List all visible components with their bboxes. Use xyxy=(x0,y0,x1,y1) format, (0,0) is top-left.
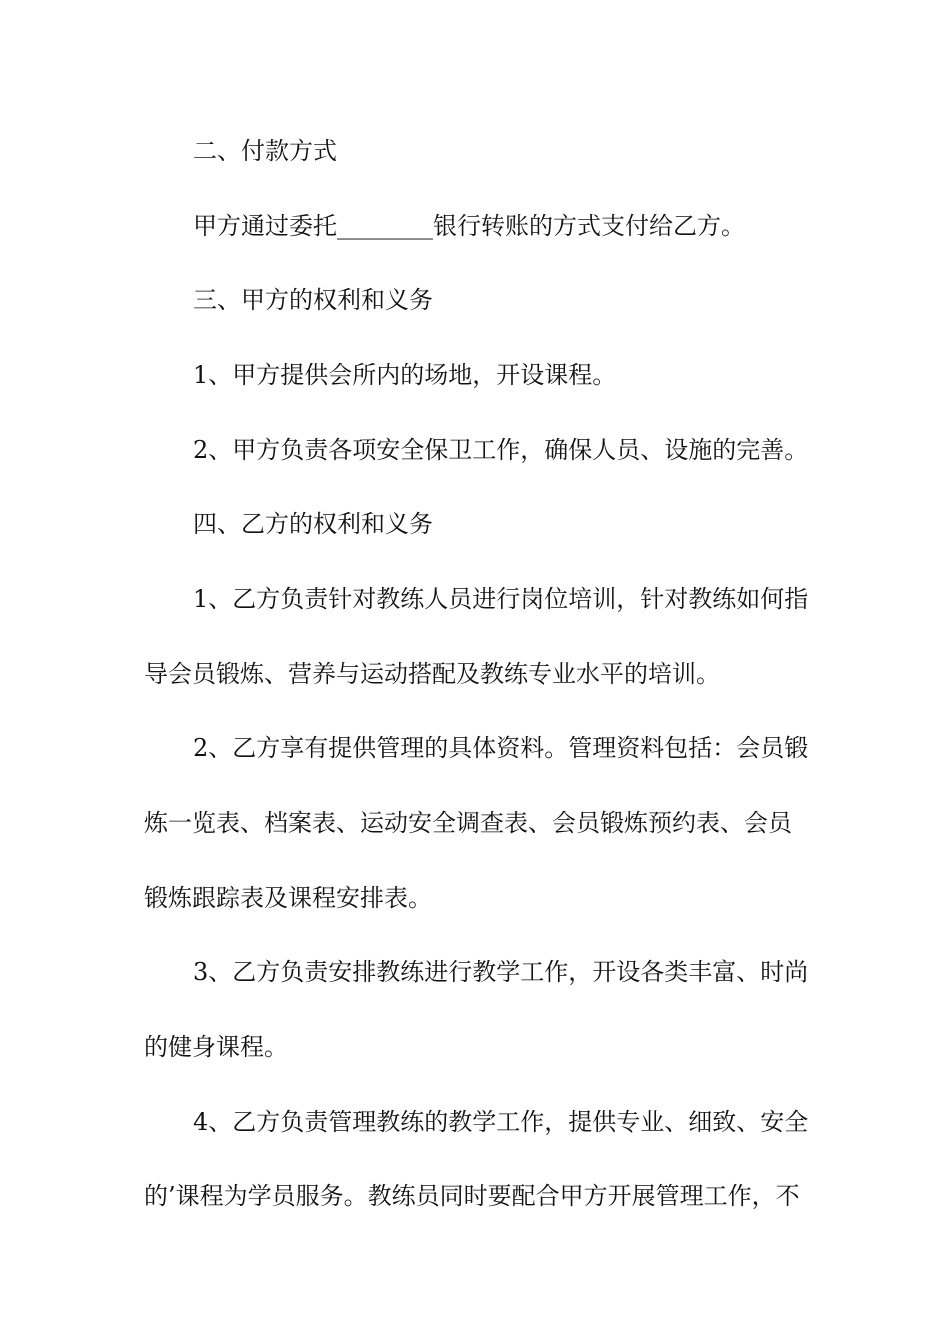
paragraph-line xyxy=(0,430,950,470)
text-line: 2、甲方负责各项安全保卫工作，确保人员、设施的完善。 xyxy=(193,436,809,464)
paragraph-line xyxy=(0,1176,950,1216)
text-line: 锻炼跟踪表及课程安排表。 xyxy=(144,884,432,912)
paragraph-line xyxy=(0,878,950,918)
paragraph-line xyxy=(0,654,950,694)
text-line: 三、甲方的权利和义务 xyxy=(193,286,433,314)
text-line: 二、付款方式 xyxy=(193,137,337,165)
text-line: 炼一览表、档案表、运动安全调查表、会员锻炼预约表、会员 xyxy=(144,809,792,837)
text-line: 的’课程为学员服务。教练员同时要配合甲方开展管理工作，不 xyxy=(144,1182,800,1210)
text-line: 1、乙方负责针对教练人员进行岗位培训，针对教练如何指 xyxy=(193,585,809,613)
paragraph-line xyxy=(0,355,950,395)
text-line: 甲方通过委托________银行转账的方式支付给乙方。 xyxy=(193,212,745,240)
paragraph-line xyxy=(0,206,950,246)
text-line: 4、乙方负责管理教练的教学工作，提供专业、细致、安全 xyxy=(193,1108,809,1136)
paragraph-line xyxy=(0,579,950,619)
paragraph-line xyxy=(0,1102,950,1142)
paragraph-line xyxy=(0,952,950,992)
text-line: 3、乙方负责安排教练进行教学工作，开设各类丰富、时尚 xyxy=(193,958,809,986)
paragraph-line xyxy=(0,1027,950,1067)
section-heading-party-a xyxy=(0,280,950,320)
text-line: 的健身课程。 xyxy=(144,1033,288,1061)
text-line: 四、乙方的权利和义务 xyxy=(193,510,433,538)
paragraph-line xyxy=(0,803,950,843)
section-heading-payment xyxy=(0,131,950,171)
text-line: 1、甲方提供会所内的场地，开设课程。 xyxy=(193,361,617,389)
paragraph-line xyxy=(0,728,950,768)
section-heading-party-b xyxy=(0,504,950,544)
text-line: 导会员锻炼、营养与运动搭配及教练专业水平的培训。 xyxy=(144,660,720,688)
text-line: 2、乙方享有提供管理的具体资料。管理资料包括：会员锻 xyxy=(193,734,809,762)
